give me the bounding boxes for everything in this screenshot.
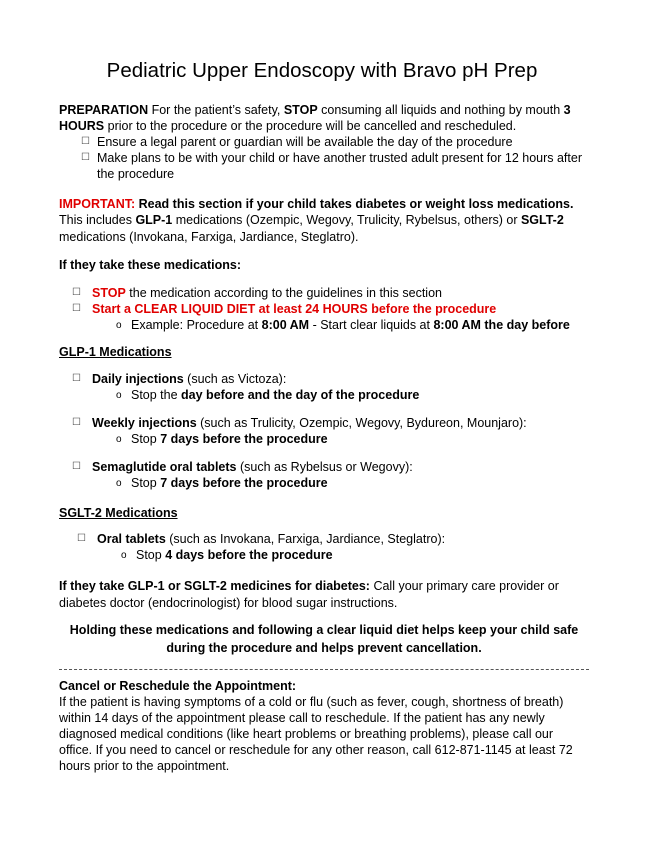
glp1-list <box>59 371 589 387</box>
list-item <box>59 150 589 182</box>
checkbox-icon: ☐ <box>72 303 81 314</box>
oral-tablets-text: (such as Rybelsus or Wegovy): <box>236 460 413 474</box>
bullet-icon: o <box>116 390 122 401</box>
list-item <box>59 317 589 333</box>
daily-stop-text: Stop the <box>131 388 182 402</box>
bullet-icon: o <box>116 320 122 331</box>
list-item <box>59 531 589 547</box>
list-item <box>59 431 589 447</box>
important-sglt2: SGLT-2 <box>520 213 564 227</box>
document <box>59 58 589 774</box>
page-title: Pediatric Upper Endoscopy with Bravo pH Prep <box>106 59 538 82</box>
cancel-heading-text: Cancel or Reschedule the Appointment: <box>59 679 297 693</box>
daily-sublist <box>59 387 589 403</box>
weekly-stop-text: Stop <box>131 432 161 446</box>
list-item <box>59 134 589 150</box>
cancel-heading <box>59 678 589 694</box>
sglt2-list <box>59 531 589 547</box>
bullet-icon: o <box>116 434 122 445</box>
important-heading <box>59 196 589 212</box>
cancel-body: If the patient is having symptoms of a cold or flu (such as fever, cough, shortness of breath) within 14 days of the appointment please call to reschedule. If the patient has any newly diagnosed medical conditions (like heart problems or breathing problems), please call our office. If you need to cancel or reschedule for any other reason, call 612-871-1145 at least 72 hours prior to the appointment. <box>59 695 573 773</box>
list-item <box>59 301 589 317</box>
sglt2-stop-bold: 4 days before the procedure <box>165 548 333 562</box>
diabetes-text: Call your primary care provider or diabetes doctor (endocrinologist) for blood sugar instructions. <box>59 579 559 610</box>
important-glp1: GLP-1 <box>135 213 173 227</box>
weekly-injections-text: (such as Trulicity, Ozempic, Wegovy, Bydureon, Mounjaro): <box>196 416 527 430</box>
daily-stop-bold: day before and the day of the procedure <box>181 388 420 402</box>
list-item <box>59 371 589 387</box>
if-take-stop: STOP <box>92 286 126 300</box>
list-item <box>59 415 589 431</box>
list-item-text: Make plans to be with your child or have another trusted adult present for 12 hours after the procedure <box>97 151 582 181</box>
daily-injections-text: (such as Victoza): <box>183 372 287 386</box>
if-take-heading-text: If they take these medications: <box>59 258 242 272</box>
preparation-paragraph <box>59 102 589 134</box>
oral-tablets-label: Semaglutide oral tablets <box>92 460 237 474</box>
weekly-injections-label: Weekly injections <box>92 416 197 430</box>
example-time-1: 8:00 AM <box>261 318 310 332</box>
weekly-sublist <box>59 431 589 447</box>
if-take-clear-liquid: Start a CLEAR LIQUID DIET at least 24 HOURS before the procedure <box>92 302 497 316</box>
preparation-text-3: prior to the procedure or the procedure will be cancelled and rescheduled. <box>104 119 517 133</box>
preparation-stop: STOP <box>283 103 318 117</box>
if-take-stop-text: the medication according to the guidelines in this section <box>125 286 442 300</box>
example-text-2: - Start clear liquids at <box>309 318 434 332</box>
sglt2-heading: SGLT-2 Medications <box>59 506 178 520</box>
bullet-icon: o <box>121 550 127 561</box>
diabetes-paragraph <box>59 578 589 612</box>
example-time-2: 8:00 AM the day before <box>433 318 570 332</box>
list-item <box>59 547 589 563</box>
sglt2-oral-text: (such as Invokana, Farxiga, Jardiance, Steglatro): <box>165 532 446 546</box>
sglt2-sublist <box>59 547 589 563</box>
oral-stop-text: Stop <box>131 476 161 490</box>
list-item <box>59 387 589 403</box>
list-item <box>59 285 589 301</box>
checkbox-icon: ☐ <box>81 136 90 147</box>
list-item-text: Ensure a legal parent or guardian will be available the day of the procedure <box>97 135 513 149</box>
bullet-icon: o <box>116 478 122 489</box>
checkbox-icon: ☐ <box>72 461 81 472</box>
if-take-sublist <box>59 317 589 333</box>
weekly-list <box>59 415 589 431</box>
preparation-label: PREPARATION <box>59 103 149 117</box>
holding-note: Holding these medications and following a clear liquid diet helps keep your child safe during the procedure and helps prevent cancellation. <box>69 623 579 655</box>
checkbox-icon: ☐ <box>77 533 86 544</box>
list-item <box>59 475 589 491</box>
if-take-list <box>59 285 589 317</box>
list-item <box>59 459 589 475</box>
important-paragraph <box>59 212 589 246</box>
checkbox-icon: ☐ <box>72 287 81 298</box>
oral-sublist <box>59 475 589 491</box>
diabetes-label: If they take GLP-1 or SGLT-2 medicines for diabetes: <box>59 579 370 593</box>
oral-list <box>59 459 589 475</box>
preparation-list <box>59 134 589 182</box>
checkbox-icon: ☐ <box>72 417 81 428</box>
important-heading-text: Read this section if your child takes diabetes or weight loss medications. <box>135 197 574 211</box>
important-text-3: medications (Invokana, Farxiga, Jardiance, Steglatro). <box>59 230 359 244</box>
preparation-text-1: For the patient’s safety, <box>148 103 284 117</box>
checkbox-icon: ☐ <box>81 152 90 163</box>
if-take-heading <box>59 257 589 273</box>
checkbox-icon: ☐ <box>72 373 81 384</box>
sglt2-stop-text: Stop <box>136 548 166 562</box>
sglt2-oral-label: Oral tablets <box>97 532 166 546</box>
glp1-heading: GLP-1 Medications <box>59 345 172 359</box>
example-text-1: Example: Procedure at <box>131 318 262 332</box>
important-text-1: This includes <box>59 213 136 227</box>
preparation-text-2: consuming all liquids and nothing by mouth <box>317 103 564 117</box>
oral-stop-bold: 7 days before the procedure <box>160 476 328 490</box>
preparation-hours: 3 HOURS <box>59 103 571 133</box>
daily-injections-label: Daily injections <box>92 372 184 386</box>
important-label: IMPORTANT: <box>59 197 136 211</box>
weekly-stop-bold: 7 days before the procedure <box>160 432 328 446</box>
important-text-2: medications (Ozempic, Wegovy, Trulicity, Rybelsus, others) or <box>172 213 521 227</box>
